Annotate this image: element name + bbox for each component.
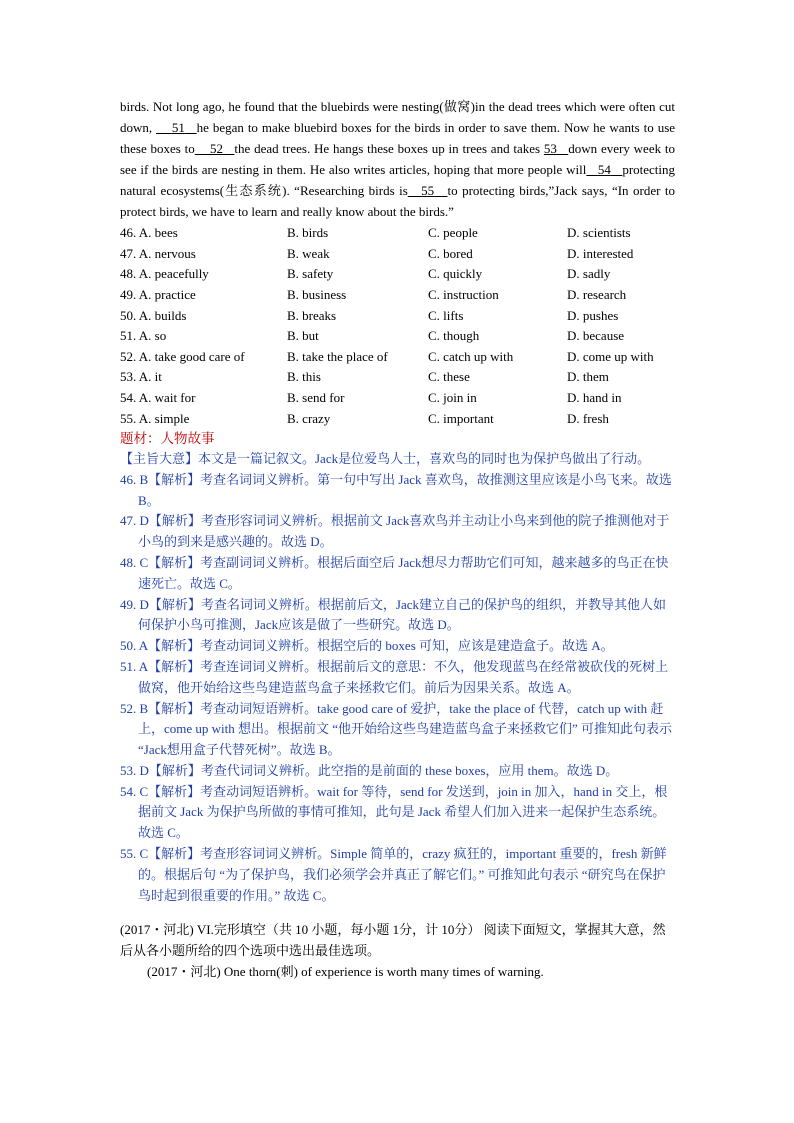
blank-53: 53 [543, 141, 557, 156]
option-num: 54. A. wait for [120, 390, 196, 406]
option-c: C. catch up with [428, 348, 514, 364]
option-b: B. business [287, 287, 347, 303]
option-row [120, 347, 654, 368]
answer-52: 52. B【解析】考查动词短语辨析。take good care of 爱护，take the place of 代替，catch up with 赶上，come up with 想出。根据前文 “他开始给这些鸟建造蓝鸟盒子来拯救它们” 可推知此句表示 “Jack想用盒子代替死树”。故选 B。 [120, 700, 673, 758]
passage-text: birds. Not long ago, he found that the bluebirds were nesting( [120, 99, 444, 114]
option-d: D. pushes [567, 307, 619, 323]
option-num: 50. A. builds [120, 307, 187, 323]
document-page [120, 96, 675, 982]
option-d: D. fresh [567, 410, 609, 426]
option-c: C. join in [428, 390, 477, 406]
option-row [120, 326, 654, 347]
option-b: B. this [287, 369, 321, 385]
topic-label: 题材：人物故事 [120, 430, 215, 446]
blank-52: 52 [209, 141, 223, 156]
answer-explanations [120, 449, 675, 907]
answer-53: 53. D【解析】考查代词词义辨析。此空指的是前面的 these boxes，应用 them。故选 D。 [120, 762, 619, 778]
option-c: C. important [428, 410, 494, 426]
option-d: D. them [567, 369, 609, 385]
passage-text: protecting natural ecosystems(生态系统). “Researching birds is [120, 162, 676, 198]
passage-text: )in the dead trees which were often cut down, [120, 99, 675, 135]
option-row [120, 223, 654, 244]
passage-text: down every week to see if the birds are nesting in them. He also writes articles, hoping that more people will [120, 141, 676, 177]
option-row [120, 305, 654, 326]
option-c: C. though [428, 328, 480, 344]
next-section [120, 919, 675, 982]
option-row [120, 244, 654, 265]
option-num: 47. A. nervous [120, 245, 196, 261]
passage-text: to protecting birds,”Jack says, “In order to protect birds, we have to learn and really know about the birds.” [120, 183, 675, 219]
option-d: D. sadly [567, 266, 611, 282]
option-b: B. weak [287, 245, 330, 261]
option-row [120, 367, 654, 388]
option-c: C. quickly [428, 266, 483, 282]
answer-47: 47. D【解析】考查形容词词义辨析。根据前文 Jack喜欢鸟并主动让小鸟来到他的院子推测他对于小鸟的到来是感兴趣的。故选 D。 [120, 513, 670, 550]
blank-55: 55 [421, 183, 435, 198]
option-b: B. safety [287, 266, 334, 282]
answer-50: 50. A【解析】考查动词词义辨析。根据空后的 boxes 可知，应该是建造盒子。故选 A。 [120, 638, 614, 654]
option-c: C. lifts [428, 307, 464, 323]
option-d: D. interested [567, 245, 634, 261]
option-c: C. people [428, 225, 478, 241]
passage-gloss: 做窝 [443, 99, 471, 114]
option-b: B. birds [287, 225, 329, 241]
option-num: 55. A. simple [120, 410, 190, 426]
section-first-line: (2017・河北) One thorn(刺) of experience is worth many times of warning. [147, 964, 544, 980]
option-d: D. hand in [567, 390, 622, 406]
option-row [120, 388, 654, 409]
option-c: C. these [428, 369, 470, 385]
option-d: D. research [567, 287, 627, 303]
passage-text: he began to make bluebird boxes for the birds in order to save them. Now he wants to use these boxes to [120, 120, 676, 156]
option-num: 46. A. bees [120, 225, 178, 241]
passage-text: the dead trees. He hangs these boxes up in trees and takes [234, 141, 544, 156]
answer-49: 49. D【解析】考查名词词义辨析。根据前后文，Jack建立自己的保护鸟的组织，并教导其他人如何保护小鸟可推测，Jack应该是做了一些研究。故选 D。 [120, 596, 666, 633]
main-idea: 【主旨大意】本文是一篇记叙文。Jack是位爱鸟人士，喜欢鸟的同时也为保护鸟做出了行动。 [120, 450, 651, 466]
section-heading: (2017・河北) VI.完形填空（共 10 小题，每小题 1分，计 10分） 阅读下面短文，掌握其大意，然后从各小题所给的四个选项中选出最佳选项。 [120, 922, 666, 959]
option-row [120, 408, 654, 429]
option-d: D. scientists [567, 225, 631, 241]
option-num: 51. A. so [120, 328, 167, 344]
answer-51: 51. A【解析】考查连词词义辨析。根据前后文的意思：不久，他发现蓝鸟在经常被砍伐的死树上做窝，他开始给这些鸟建造蓝鸟盒子来拯救它们。前后为因果关系。故选 A。 [120, 658, 669, 695]
option-b: B. crazy [287, 410, 331, 426]
option-num: 49. A. practice [120, 287, 196, 303]
option-d: D. because [567, 328, 625, 344]
option-b: B. send for [287, 390, 345, 406]
option-c: C. bored [428, 245, 473, 261]
option-row [120, 285, 654, 306]
blank-51: 51 [171, 120, 185, 135]
option-b: B. but [287, 328, 319, 344]
answer-46: 46. B【解析】考查名词词义辨析。第一句中写出 Jack 喜欢鸟，故推测这里应该是小鸟飞来。故选 B。 [120, 471, 672, 508]
option-d: D. come up with [567, 348, 654, 364]
option-b: B. take the place of [287, 348, 388, 364]
blank-54: 54 [597, 162, 611, 177]
cloze-passage [120, 96, 675, 222]
answer-54: 54. C【解析】考查动词短语辨析。wait for 等待，send for 发送到，join in 加入，hand in 交上，根据前文 Jack 为保护鸟所做的事情可推知，此句是 Jack 希望人们加入进来一起保护生态系统。故选 C。 [120, 783, 668, 841]
options-table [120, 223, 654, 429]
option-row [120, 264, 654, 285]
option-b: B. breaks [287, 307, 337, 323]
option-num: 52. A. take good care of [120, 348, 245, 364]
answer-48: 48. C【解析】考查副词词义辨析。根据后面空后 Jack想尽力帮助它们可知，越来越多的鸟正在快速死亡。故选 C。 [120, 554, 669, 591]
option-c: C. instruction [428, 287, 499, 303]
option-num: 53. A. it [120, 369, 162, 385]
option-num: 48. A. peacefully [120, 266, 209, 282]
answer-55: 55. C【解析】考查形容词词义辨析。Simple 简单的，crazy 疯狂的，important 重要的，fresh 新鲜的。根据后句 “为了保护鸟，我们必须学会并真正了解它们。” 可推知此句表示 “研究鸟在保护鸟时起到很重要的作用。” 故选 C。 [120, 846, 667, 903]
